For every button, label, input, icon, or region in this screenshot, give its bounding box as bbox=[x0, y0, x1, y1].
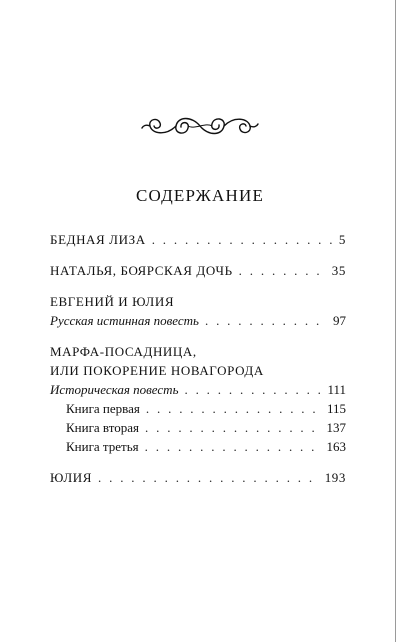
page-title: СОДЕРЖАНИЕ bbox=[135, 186, 265, 205]
dot-leader bbox=[239, 261, 326, 280]
toc-page-number: 193 bbox=[324, 470, 346, 485]
dot-leader bbox=[145, 437, 321, 456]
toc-entry-title: БЕДНАЯ ЛИЗА bbox=[50, 232, 146, 247]
toc-entry-subtitle: Русская истинная повесть bbox=[50, 313, 199, 328]
page-edge-divider bbox=[395, 0, 396, 642]
toc-entry[interactable] bbox=[50, 380, 346, 399]
toc-page-number: 5 bbox=[338, 232, 346, 247]
toc-entry-title-continued: ИЛИ ПОКОРЕНИЕ НОВАГОРОДА bbox=[50, 363, 264, 378]
toc-page-number: 163 bbox=[326, 439, 346, 454]
toc-page-number: 35 bbox=[331, 263, 346, 278]
dot-leader bbox=[98, 468, 319, 487]
toc-entry[interactable] bbox=[50, 311, 346, 330]
toc-entry[interactable] bbox=[50, 261, 346, 280]
toc-subentry[interactable] bbox=[50, 399, 346, 418]
toc-page-number: 111 bbox=[327, 382, 346, 397]
toc-subentry-title: Книга третья bbox=[66, 439, 139, 454]
toc-subentry[interactable] bbox=[50, 418, 346, 437]
toc-subentry[interactable] bbox=[50, 437, 346, 456]
toc-entry[interactable] bbox=[50, 230, 346, 249]
toc-entry[interactable] bbox=[50, 468, 346, 487]
toc-entry-title: ЮЛИЯ bbox=[50, 470, 92, 485]
dot-leader bbox=[152, 230, 333, 249]
toc-subentry-title: Книга первая bbox=[66, 401, 140, 416]
toc-page-number: 137 bbox=[326, 420, 346, 435]
dot-leader bbox=[145, 418, 320, 437]
toc-entry-title: МАРФА-ПОСАДНИЦА, bbox=[50, 344, 197, 359]
decorative-flourish-icon bbox=[140, 108, 260, 144]
dot-leader bbox=[146, 399, 321, 418]
toc-entry-title: НАТАЛЬЯ, БОЯРСКАЯ ДОЧЬ bbox=[50, 263, 233, 278]
table-of-contents bbox=[50, 230, 346, 487]
toc-page-number: 115 bbox=[326, 401, 346, 416]
toc-page-number: 97 bbox=[333, 313, 346, 328]
toc-entry-subtitle: Историческая повесть bbox=[50, 382, 179, 397]
toc-subentry-title: Книга вторая bbox=[66, 420, 140, 435]
toc-entry-title: ЕВГЕНИЙ И ЮЛИЯ bbox=[50, 294, 175, 309]
toc-entry-group bbox=[50, 342, 346, 456]
dot-leader bbox=[205, 311, 327, 330]
dot-leader bbox=[184, 380, 321, 399]
toc-entry-group bbox=[50, 292, 346, 330]
